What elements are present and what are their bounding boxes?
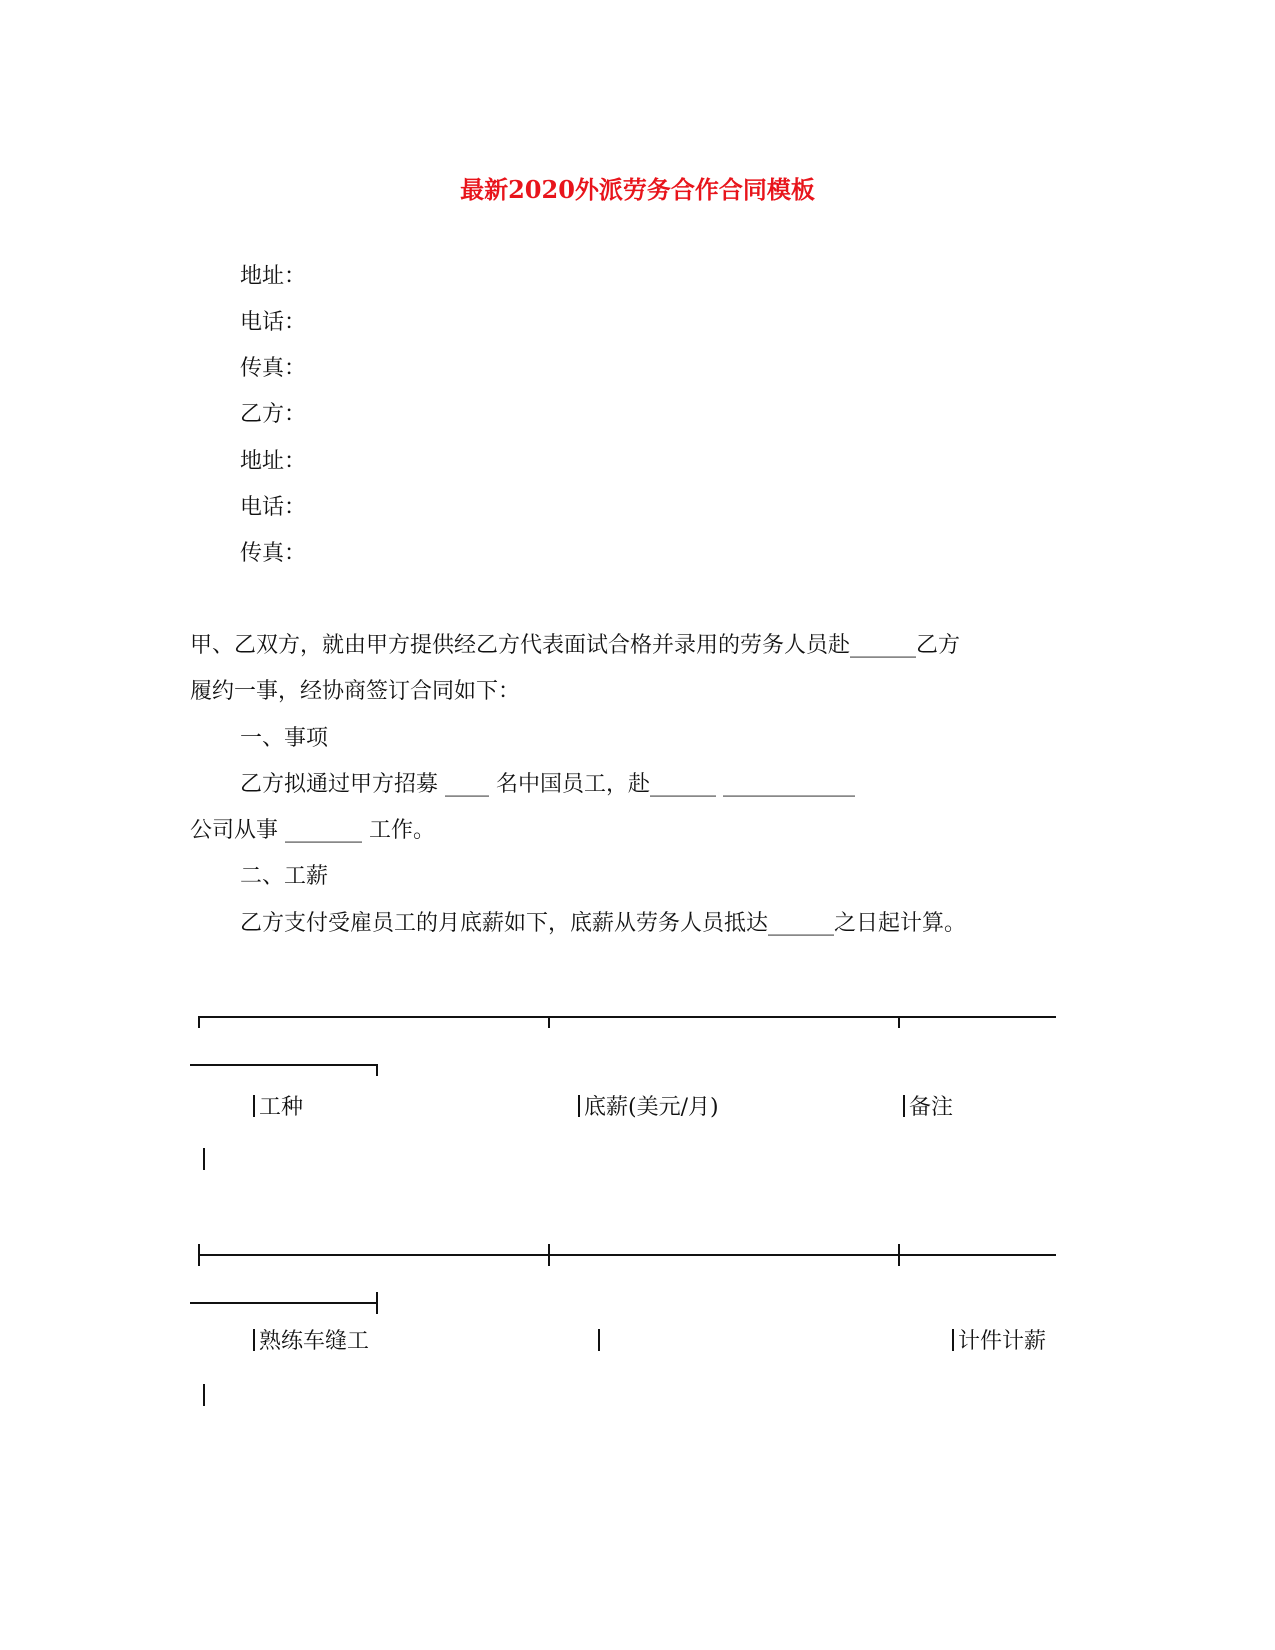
party-b-phone-label: 电话： — [240, 495, 307, 520]
section-1-heading: 一、事项 — [240, 726, 329, 751]
section-1-line-1: 乙方拟通过甲方招募 ____ 名中国员工，赴______ ____________ — [240, 772, 855, 797]
table-corner-tick — [198, 1016, 200, 1028]
document-title: 最新2020外派劳务合作合同模板 — [460, 175, 815, 204]
section-2-line-1: 乙方支付受雇员工的月底薪如下，底薪从劳务人员抵达______之日起计算。 — [240, 911, 967, 936]
party-b-label: 乙方： — [240, 402, 307, 427]
party-a-phone-label: 电话： — [240, 310, 307, 335]
table-row-end-bar — [203, 1148, 205, 1170]
party-b-fax-label: 传真： — [240, 541, 307, 566]
preamble-line-1: 甲、乙双方，就由甲方提供经乙方代表面试合格并录用的劳务人员赴______乙方 — [190, 633, 961, 658]
preamble-line-2: 履约一事，经协商签订合同如下： — [190, 679, 521, 704]
party-b-address-label: 地址： — [240, 449, 307, 474]
table-row-cell — [598, 1327, 604, 1357]
table-wrap-tick — [376, 1064, 378, 1076]
table-column-tick — [898, 1016, 900, 1028]
table-header-cell: 备注 — [903, 1093, 953, 1123]
section-1-line-2: 公司从事 _______ 工作。 — [190, 818, 435, 843]
party-a-fax-label: 传真： — [240, 356, 307, 381]
table-column-tick — [548, 1016, 550, 1028]
table-divider-tick — [548, 1244, 550, 1266]
party-a-address-label: 地址： — [240, 264, 307, 289]
table-row-cell: 熟练车缝工 — [253, 1327, 369, 1357]
section-2-heading: 二、工薪 — [240, 864, 329, 889]
table-divider-tick — [898, 1244, 900, 1266]
table-header-cell: 底薪(美元/月) — [578, 1093, 719, 1123]
table-divider-tick — [198, 1244, 200, 1266]
table-header-cell: 工种 — [253, 1093, 303, 1123]
table-divider-wrap-tick — [376, 1292, 378, 1314]
table-top-border — [198, 1016, 1056, 1018]
table-row-divider — [198, 1254, 1056, 1256]
table-row-end-bar — [203, 1384, 205, 1406]
table-row-divider-wrap — [190, 1302, 378, 1304]
table-row-cell: 计件计薪 — [952, 1327, 1046, 1357]
table-top-border-wrap — [190, 1064, 378, 1066]
